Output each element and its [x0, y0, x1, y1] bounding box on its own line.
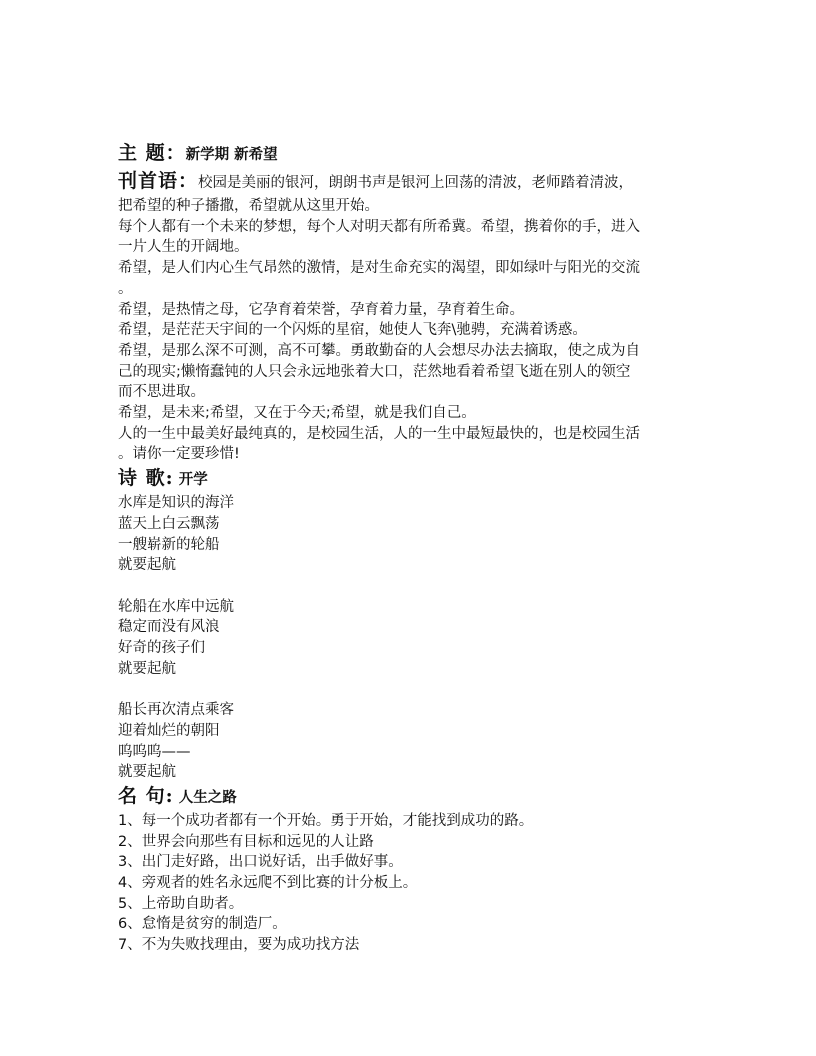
theme-label: 主 题： — [118, 142, 186, 164]
poem-line: 一艘崭新的轮船 — [118, 536, 220, 553]
intro-line: 一片人生的开阔地。 — [118, 239, 249, 256]
intro-line: 每个人都有一个未来的梦想，每个人对明天都有所希冀。希望，携着你的手，进入 — [118, 218, 640, 235]
quotes-title: 人生之路 — [178, 788, 237, 806]
document-page — [118, 140, 708, 956]
intro-line: 希望，是未来;希望，又在于今天;希望，就是我们自己。 — [118, 405, 476, 422]
poem-line: 轮船在水库中远航 — [118, 598, 234, 615]
poem-stanza — [118, 493, 708, 576]
poem-label: 诗 歌: — [118, 467, 174, 490]
stanza-gap — [118, 679, 708, 700]
intro-line: 。 — [118, 280, 133, 297]
stanza-gap — [118, 576, 708, 597]
poem-stanza — [118, 700, 708, 783]
poem-line: 水库是知识的海洋 — [118, 495, 234, 512]
theme-heading — [118, 140, 708, 168]
poem-line: 呜呜呜—— — [118, 743, 191, 760]
poem-line: 稳定而没有风浪 — [118, 619, 220, 636]
quotes-label: 名 句: — [118, 784, 174, 807]
poem-line: 就要起航 — [118, 764, 176, 781]
quote-item: 3、出门走好路，出口说好话，出手做好事。 — [118, 854, 403, 871]
poem-line: 好奇的孩子们 — [118, 640, 205, 657]
intro-first-line — [118, 168, 708, 196]
poem-heading — [118, 465, 708, 493]
poem-line: 蓝天上白云飘荡 — [118, 515, 220, 532]
quotes-list — [118, 811, 708, 956]
intro-line: 希望，是那么深不可测，高不可攀。勇敢勤奋的人会想尽办法去摘取，使之成为自 — [118, 342, 640, 359]
quote-item: 7、不为失败找理由，要为成功找方法 — [118, 937, 360, 954]
intro-line: 把希望的种子播撒，希望就从这里开始。 — [118, 198, 379, 214]
intro-line: 希望，是人们内心生气昂然的激情，是对生命充实的渴望，即如绿叶与阳光的交流 — [118, 260, 640, 277]
intro-line: 人的一生中最美好最纯真的，是校园生活，人的一生中最短最快的，也是校园生活 — [118, 425, 640, 442]
theme-title: 新学期 新希望 — [185, 146, 278, 163]
poem-line: 迎着灿烂的朝阳 — [118, 722, 220, 739]
poem-line: 就要起航 — [118, 660, 176, 677]
intro-line: 希望，是热情之母，它孕育着荣誉，孕育着力量，孕育着生命。 — [118, 301, 524, 318]
intro-label: 刊首语： — [118, 170, 199, 192]
poem-stanza — [118, 597, 708, 680]
intro-line: 而不思进取。 — [118, 384, 205, 401]
quote-item: 4、旁观者的姓名永远爬不到比赛的计分板上。 — [118, 875, 418, 892]
quotes-heading — [118, 783, 708, 811]
quote-item: 2、世界会向那些有目标和远见的人让路 — [118, 833, 374, 850]
intro-line: 希望，是茫茫天宇间的一个闪烁的星宿，她使人飞奔\驰骋，充满着诱惑。 — [118, 322, 587, 339]
poem-line: 就要起航 — [118, 557, 176, 574]
quote-item: 1、每一个成功者都有一个开始。勇于开始，才能找到成功的路。 — [118, 812, 534, 829]
poem-line: 船长再次清点乘客 — [118, 702, 234, 719]
intro-line: 。请你一定要珍惜! — [118, 446, 240, 463]
intro-line: 校园是美丽的银河，朗朗书声是银河上回荡的清波，老师踏着清波， — [198, 175, 634, 191]
intro-line: 己的现实;懒惰蠢钝的人只会永远地张着大口，茫然地看着希望飞逝在别人的领空 — [118, 363, 631, 380]
quote-item: 5、上帝助自助者。 — [118, 895, 244, 912]
quote-item: 6、怠惰是贫穷的制造厂。 — [118, 916, 287, 933]
poem-title: 开学 — [178, 471, 208, 489]
